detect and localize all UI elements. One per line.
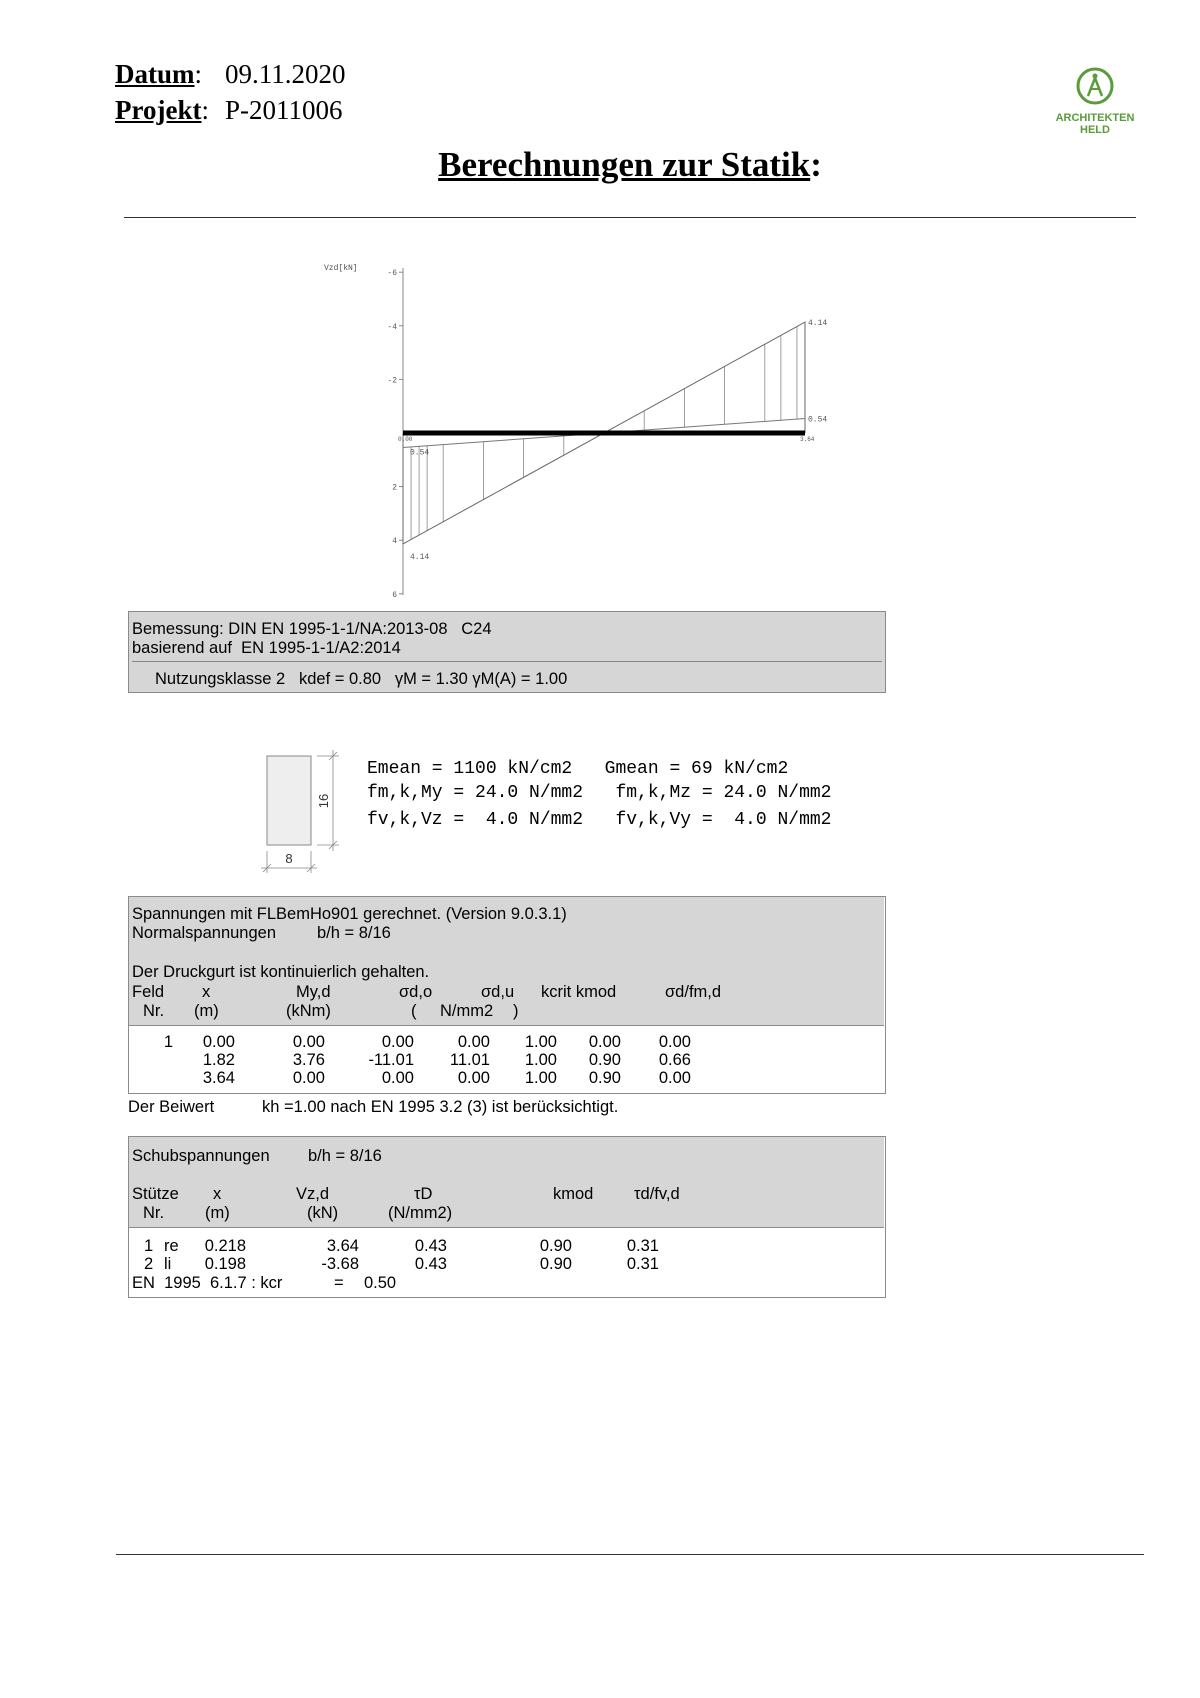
material-prop-line3: fv,k,Vz = 4.0 N/mm2 fv,k,Vy = 4.0 N/mm2 <box>367 810 832 830</box>
label-end-top: 4.14 <box>808 319 828 329</box>
label-start-bottom: 4.14 <box>410 552 430 562</box>
normal-cell: 0.00 <box>457 1033 490 1051</box>
schub-cell: 0.43 <box>414 1237 447 1255</box>
normal-cell: 0.00 <box>658 1033 691 1051</box>
normal-cell: -11.01 <box>368 1051 414 1069</box>
projekt-label: Projekt <box>115 95 202 125</box>
projekt-line <box>115 93 415 127</box>
header-divider <box>124 217 1136 218</box>
logo-line1: ARCHITEKTEN <box>1055 112 1135 124</box>
normal-line1: Spannungen mit FLBemHo901 gerechnet. (Version 9.0.3.1) <box>132 905 567 923</box>
cross-section-drawing <box>255 745 355 880</box>
normal-cell: 0.90 <box>588 1069 621 1087</box>
shear-force-chart <box>0 255 1200 615</box>
schub-footer-a: EN 1995 6.1.7 : kcr <box>132 1274 283 1292</box>
schub-cell: -3.68 <box>321 1255 359 1273</box>
schub-h1-tau: τD <box>414 1185 433 1203</box>
bemessung-line1: Bemessung: DIN EN 1995-1-1/NA:2013-08 C24 <box>132 620 492 638</box>
normal-cell: 0.00 <box>588 1033 621 1051</box>
y-tick-label: -6 <box>387 269 397 279</box>
footer-divider <box>116 1554 1144 1555</box>
schub-footer-c: 0.50 <box>364 1274 397 1292</box>
normal-h2-unit: N/mm2 <box>440 1002 494 1020</box>
normal-h1-kcrit-kmod: kcrit kmod <box>541 983 617 1001</box>
normal-cell: 3.76 <box>292 1051 325 1069</box>
compass-logo-icon <box>1050 62 1140 142</box>
schub-h1-ratio: τd/fv,d <box>634 1185 680 1203</box>
normal-cell: 0.00 <box>292 1069 325 1087</box>
normal-cell: 0.00 <box>292 1033 325 1051</box>
normal-footer-b: kh =1.00 nach EN 1995 3.2 (3) ist berücksichtigt. <box>262 1098 619 1116</box>
datum-value: 09.11.2020 <box>225 59 346 89</box>
y-tick-label: 2 <box>392 483 397 493</box>
schub-footer-b: = <box>334 1274 344 1292</box>
bemessung-divider <box>132 661 882 662</box>
normal-h1-sdo: σd,o <box>399 983 433 1001</box>
schub-cell: 0.43 <box>414 1255 447 1273</box>
schub-h2-nr: Nr. <box>143 1204 165 1222</box>
normal-line2b: b/h = 8/16 <box>317 924 391 942</box>
normal-cell: 0.90 <box>588 1051 621 1069</box>
normal-cell: 0.00 <box>658 1069 691 1087</box>
schub-cell: 0.218 <box>204 1237 246 1255</box>
schub-h2-kn: (kN) <box>307 1204 339 1222</box>
architekten-held-logo <box>1050 62 1140 142</box>
datum-label: Datum <box>115 59 195 89</box>
schub-cell: 0.90 <box>539 1255 572 1273</box>
schub-cell: 0.31 <box>626 1255 659 1273</box>
bemessung-line2: basierend auf EN 1995-1-1/A2:2014 <box>132 639 401 657</box>
projekt-colon: : <box>201 95 209 125</box>
label-end-marker: 3.64 <box>800 436 815 443</box>
schub-cell: 0.198 <box>204 1255 246 1273</box>
page-title <box>0 145 1200 185</box>
schub-cell: 0.90 <box>539 1237 572 1255</box>
normalspannungen-box <box>128 896 886 1094</box>
logo-line2: HELD <box>1080 124 1110 136</box>
chart-ylabel: Vzd[kN] <box>324 264 358 273</box>
datum-colon: : <box>194 59 203 89</box>
normal-cell: 0.00 <box>381 1069 414 1087</box>
normal-h2-knm: (kNm) <box>286 1002 331 1020</box>
section-width-label: 8 <box>285 851 293 866</box>
label-end-mid: 0.54 <box>808 415 828 425</box>
label-start-mid: 0.54 <box>410 448 430 458</box>
normal-cell: 0.00 <box>457 1069 490 1087</box>
normal-h1-x: x <box>202 983 211 1001</box>
normal-cell: 1.00 <box>524 1069 557 1087</box>
normal-footer-a: Der Beiwert <box>128 1098 215 1116</box>
normal-h1-sdu: σd,u <box>481 983 515 1001</box>
normal-h2-paren-close: ) <box>513 1002 519 1020</box>
y-tick-label: 6 <box>392 590 397 600</box>
normal-h1-feld: Feld <box>132 983 165 1001</box>
normal-cell: 1 <box>163 1033 173 1051</box>
schub-cell: 3.64 <box>326 1237 359 1255</box>
schub-h1-x: x <box>213 1185 222 1203</box>
material-prop-line2: fm,k,My = 24.0 N/mm2 fm,k,Mz = 24.0 N/mm2 <box>367 783 832 803</box>
normal-h1-myd: My,d <box>296 983 331 1001</box>
normal-cell: 3.64 <box>202 1069 235 1087</box>
normal-line3: Der Druckgurt ist kontinuierlich gehalten. <box>132 963 430 981</box>
schub-cell: 2 <box>144 1255 154 1273</box>
material-prop-line1: Emean = 1100 kN/cm2 Gmean = 69 kN/cm2 <box>367 759 789 779</box>
normal-cell: 1.00 <box>524 1051 557 1069</box>
normal-cell: 0.66 <box>658 1051 691 1069</box>
schub-h1-stuetze: Stütze <box>132 1185 179 1203</box>
normal-h2-nr: Nr. <box>143 1002 165 1020</box>
schub-h1-vzd: Vz,d <box>296 1185 330 1203</box>
normal-h2-m: (m) <box>194 1002 219 1020</box>
datum-line <box>115 57 415 91</box>
projekt-value: P-2011006 <box>225 95 343 125</box>
label-start-marker: 0.00 <box>398 436 413 443</box>
section-height-label: 16 <box>316 793 331 809</box>
normal-cell: 1.82 <box>202 1051 235 1069</box>
normal-line2a: Normalspannungen <box>132 924 277 942</box>
schub-cell: 0.31 <box>626 1237 659 1255</box>
schub-h2-unit: (N/mm2) <box>388 1204 453 1222</box>
schub-cell: li <box>164 1255 172 1273</box>
normal-cell: 11.01 <box>449 1051 490 1069</box>
schubspannungen-box <box>128 1136 886 1298</box>
page-title-colon: : <box>810 145 822 184</box>
y-tick-label: 4 <box>392 537 397 547</box>
normal-cell: 1.00 <box>524 1033 557 1051</box>
y-tick-label: -2 <box>387 376 397 386</box>
y-tick-label: -4 <box>387 322 397 332</box>
schub-h1-kmod: kmod <box>553 1185 594 1203</box>
cross-section-rect <box>267 756 311 845</box>
bemessung-box <box>128 611 886 693</box>
schub-line1b: b/h = 8/16 <box>308 1147 382 1165</box>
schub-line1a: Schubspannungen <box>132 1147 270 1165</box>
page-title-text: Berechnungen zur Statik <box>438 145 811 184</box>
normal-h2-paren-open: ( <box>411 1002 417 1020</box>
bemessung-line3: Nutzungsklasse 2 kdef = 0.80 γM = 1.30 γM(A) = 1.00 <box>155 670 568 688</box>
normal-h1-ratio: σd/fm,d <box>665 983 722 1001</box>
normal-cell: 0.00 <box>202 1033 235 1051</box>
normal-cell: 0.00 <box>381 1033 414 1051</box>
schub-cell: re <box>164 1237 179 1255</box>
schub-h2-m: (m) <box>205 1204 230 1222</box>
schub-cell: 1 <box>144 1237 154 1255</box>
